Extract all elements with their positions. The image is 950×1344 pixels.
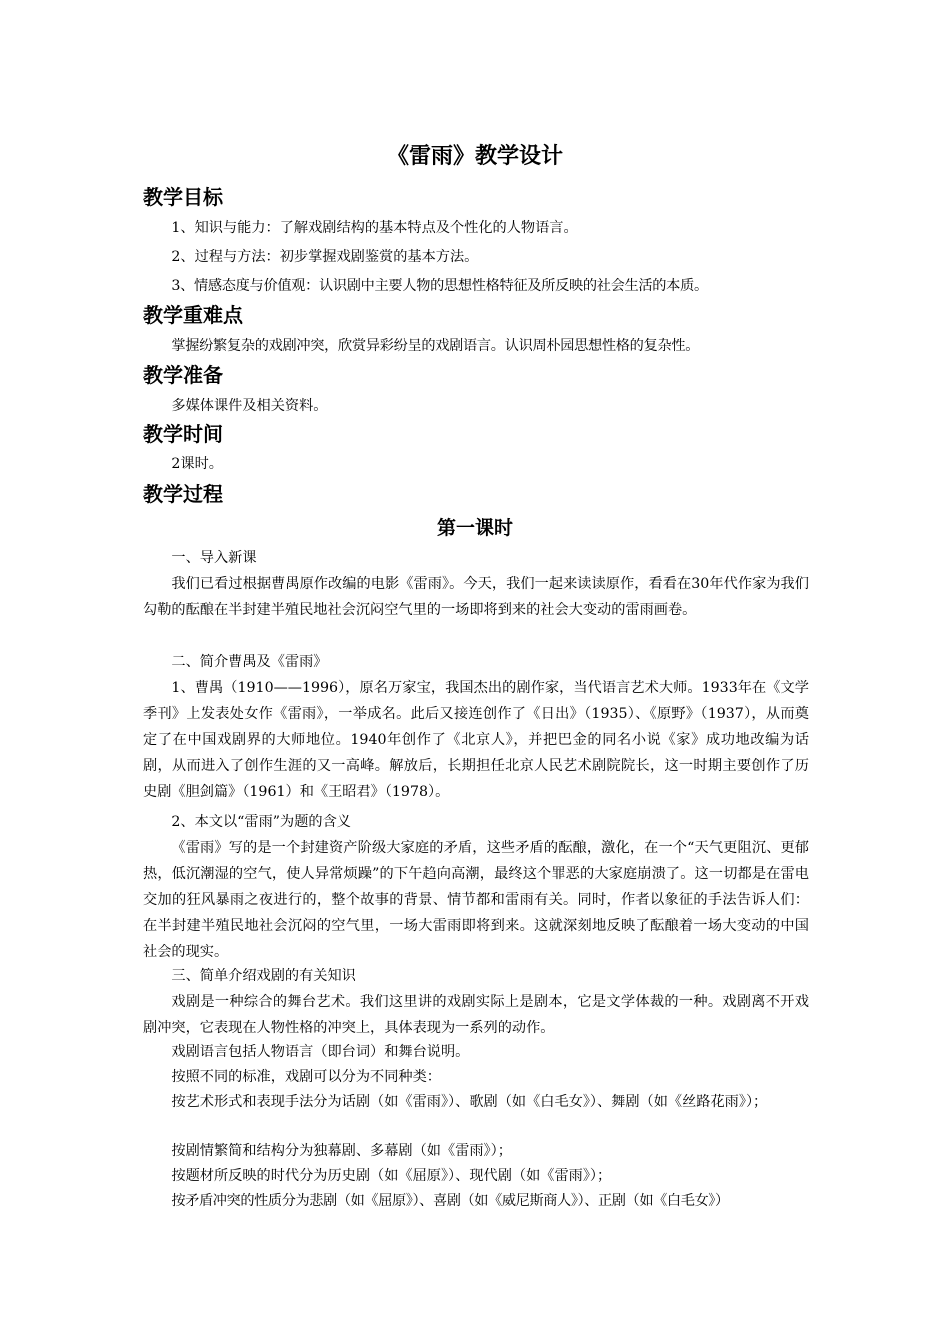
intro-paragraph: 我们已看过根据曹禺原作改编的电影《雷雨》。今天，我们一起来读读原作，看看在30年代作家为我们勾勒的酝酿在半封建半殖民地社会沉闷空气里的一场即将到来的社会大变动的雷雨画卷。 bbox=[143, 576, 809, 618]
document-title: 《雷雨》教学设计 bbox=[386, 144, 563, 169]
drama-paragraph-2: 戏剧语言包括人物语言（即台词）和舞台说明。 bbox=[171, 1044, 470, 1060]
preparation-text: 多媒体课件及相关资料。 bbox=[171, 398, 328, 414]
goal-item-1: 1、知识与能力：了解戏剧结构的基本特点及个性化的人物语言。 bbox=[171, 220, 578, 236]
bio-paragraph: 1、曹禺（1910——1996），原名万家宝，我国杰出的剧作家，当代语言艺术大师。1933年在《文学季刊》上发表处女作《雷雨》，一举成名。此后又接连创作了《日出》（1935）、《原野》（1937），从而奠定了在中国戏剧界的大师地位。1940年创作了《北京人》，并把巴金的同名小说《家》成功地改编为话剧，从而进入了创作生涯的又一高峰。解放后，长期担任北京人民艺术剧院院长，这一时期主要创作了历史剧《胆剑篇》（1961）和《王昭君》（1978）。 bbox=[143, 680, 809, 800]
section-label-bio: 二、简介曹禺及《雷雨》 bbox=[171, 654, 328, 670]
heading-teaching-goals: 教学目标 bbox=[143, 185, 223, 209]
heading-preparation: 教学准备 bbox=[143, 363, 223, 387]
goal-item-3: 3、情感态度与价值观：认识剧中主要人物的思想性格特征及所反映的社会生活的本质。 bbox=[171, 278, 708, 294]
drama-paragraph-5: 按剧情繁简和结构分为独幕剧、多幕剧（如《雷雨》）； bbox=[171, 1143, 512, 1159]
section-label-title-meaning: 2、本文以“雷雨”为题的含义 bbox=[171, 814, 351, 830]
drama-paragraph-1: 戏剧是一种综合的舞台艺术。我们这里讲的戏剧实际上是剧本，它是文学体裁的一种。戏剧离不开戏剧冲突，它表现在人物性格的冲突上，具体表现为一系列的动作。 bbox=[143, 994, 809, 1036]
section-label-drama-knowledge: 三、简单介绍戏剧的有关知识 bbox=[171, 968, 356, 984]
heading-teaching-process: 教学过程 bbox=[143, 482, 223, 506]
drama-paragraph-7: 按矛盾冲突的性质分为悲剧（如《屈原》）、喜剧（如《威尼斯商人》）、正剧（如《白毛女》） bbox=[171, 1193, 729, 1209]
section-label-intro: 一、导入新课 bbox=[171, 550, 257, 566]
drama-paragraph-6: 按题材所反映的时代分为历史剧（如《屈原》）、现代剧（如《雷雨》）； bbox=[171, 1168, 612, 1184]
heading-teaching-time: 教学时间 bbox=[143, 422, 223, 446]
heading-key-points: 教学重难点 bbox=[143, 303, 243, 327]
goal-item-2: 2、过程与方法：初步掌握戏剧鉴赏的基本方法。 bbox=[171, 249, 479, 265]
drama-paragraph-3: 按照不同的标准，戏剧可以分为不同种类： bbox=[171, 1069, 441, 1085]
heading-lesson-one: 第一课时 bbox=[436, 517, 513, 539]
drama-paragraph-4: 按艺术形式和表现手法分为话剧（如《雷雨》）、歌剧（如《白毛女》）、舞剧（如《丝路花雨》）； bbox=[171, 1094, 768, 1110]
teaching-time-text: 2课时。 bbox=[171, 456, 223, 472]
key-points-text: 掌握纷繁复杂的戏剧冲突，欣赏异彩纷呈的戏剧语言。认识周朴园思想性格的复杂性。 bbox=[171, 338, 700, 354]
title-meaning-paragraph: 《雷雨》写的是一个封建资产阶级大家庭的矛盾，这些矛盾的酝酿，激化，在一个“天气更阻沉、更郁热，低沉潮湿的空气，使人异常烦躁”的下午趋向高潮，最终这个罪恶的大家庭崩溃了。这一切都是在雷电交加的狂风暴雨之夜进行的，整个故事的背景、情节都和雷雨有关。同时，作者以象征的手法告诉人们：在半封建半殖民地社会沉闷的空气里，一场大雷雨即将到来。这就深刻地反映了酝酿着一场大变动的中国社会的现实。 bbox=[143, 840, 809, 960]
